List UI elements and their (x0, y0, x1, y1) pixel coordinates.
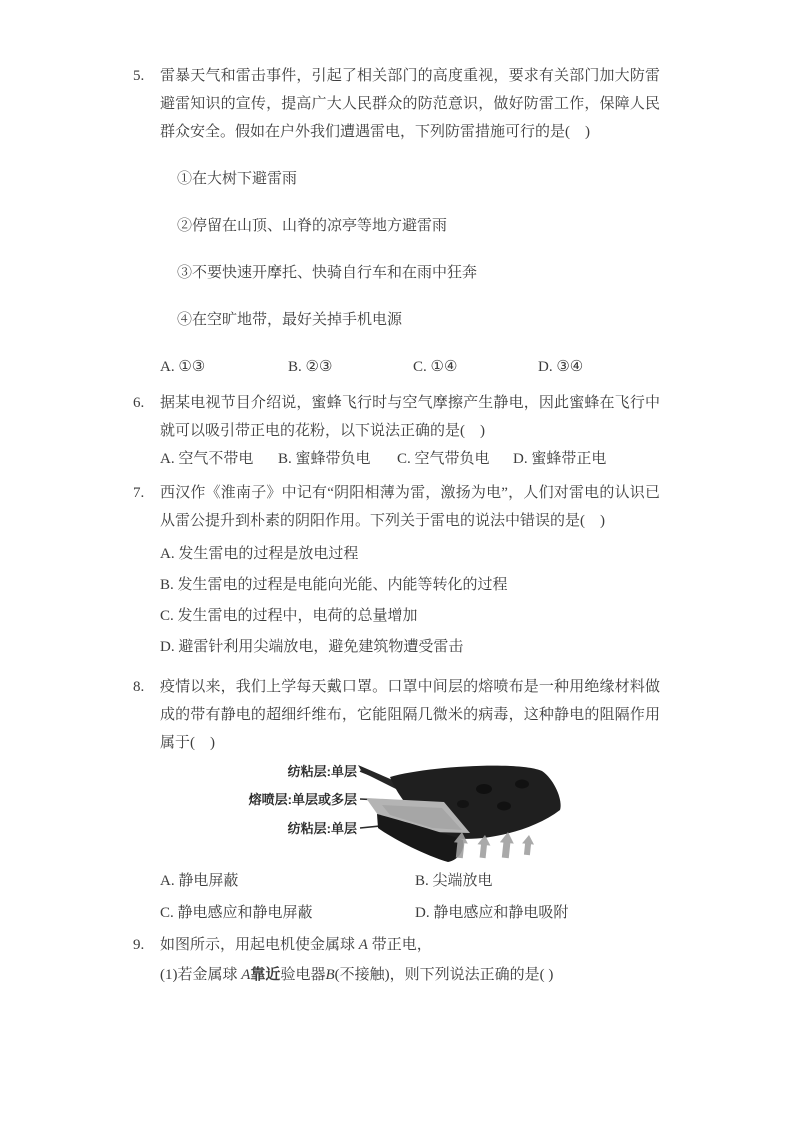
question-stem-line-1 (160, 931, 660, 959)
variable-a: A (358, 937, 368, 953)
choice-c: C. 静电感应和静电屏蔽 (160, 905, 313, 921)
choice-c: C. 发生雷电的过程中，电荷的总量增加 (160, 608, 418, 624)
question-number: 7. (133, 485, 145, 501)
choice-c: C. 空气带负电 (397, 451, 490, 467)
figure-label-spunbond-top: 纺粘层:单层 (287, 764, 357, 779)
mask-layers-diagram (232, 760, 642, 864)
question-body (160, 389, 660, 473)
choice-row (160, 867, 660, 927)
question-7 (133, 479, 660, 663)
statement-item-1: ①在大树下避雷雨 (177, 171, 298, 187)
statement-item-2: ②停留在山顶、山脊的凉亭等地方避雷雨 (177, 218, 448, 234)
statement-item-4: ④在空旷地带，最好关掉手机电源 (177, 312, 403, 328)
question-stem: 西汉作《淮南子》中记有“阴阳相薄为雷，激扬为电”，人们对雷电的认识已从雷公提升到朴素的阴阳作用。下列关于雷电的说法中错误的是( ) (160, 485, 660, 529)
question-9 (133, 931, 660, 989)
variable-a: A (241, 967, 251, 983)
choice-b: B. ②③ (288, 359, 333, 375)
question-number: 8. (133, 679, 145, 695)
question-stem: 据某电视节目介绍说，蜜蜂飞行时与空气摩擦产生静电，因此蜜蜂在飞行中就可以吸引带正电的花粉，以下说法正确的是( ) (160, 395, 660, 439)
variable-b: B (325, 967, 335, 983)
choice-d: D. ③④ (538, 359, 584, 375)
question-body (160, 479, 660, 663)
choice-d: D. 避雷针利用尖端放电，避免建筑物遭受雷击 (160, 639, 464, 655)
choice-d: D. 蜜蜂带正电 (513, 451, 607, 467)
stem-text: (1)若金属球 (160, 967, 242, 983)
statement-list (177, 165, 660, 334)
choice-row (160, 353, 660, 381)
option-list (160, 539, 660, 663)
question-8 (133, 673, 660, 927)
question-stem-line-2 (160, 961, 660, 989)
choice-row (160, 445, 660, 473)
question-5 (133, 62, 660, 381)
question-number: 9. (133, 937, 145, 953)
question-number: 5. (133, 68, 145, 84)
choice-b: B. 发生雷电的过程是电能向光能、内能等转化的过程 (160, 577, 508, 593)
question-body (160, 673, 660, 927)
choice-a: A. 空气不带电 (160, 451, 254, 467)
question-body (160, 62, 660, 381)
choice-c: C. ①④ (413, 359, 458, 375)
question-stem: 疫情以来，我们上学每天戴口罩。口罩中间层的熔喷布是一种用绝缘材料做成的带有静电的超细纤维布，它能阻隔几微米的病毒，这种静电的阻隔作用属于( ) (160, 679, 660, 751)
choice-b: B. 蜜蜂带负电 (278, 451, 371, 467)
choice-a: A. 静电屏蔽 (160, 873, 239, 889)
mask-illustration (232, 760, 642, 864)
emphasis-text: 靠近 (250, 967, 281, 983)
figure-label-meltblown: 熔喷层:单层或多层 (248, 792, 357, 807)
choice-a: A. ①③ (160, 359, 206, 375)
choice-b: B. 尖端放电 (415, 873, 493, 889)
stem-text: (不接触)，则下列说法正确的是( ) (334, 967, 554, 983)
worksheet-content (133, 62, 660, 989)
stem-text: 如图所示，用起电机使金属球 (160, 937, 359, 953)
stem-text: 带正电， (367, 937, 432, 953)
statement-item-3: ③不要快速开摩托、快骑自行车和在雨中狂奔 (177, 265, 478, 281)
question-number: 6. (133, 395, 145, 411)
choice-a: A. 发生雷电的过程是放电过程 (160, 546, 359, 562)
stem-text: 验电器 (280, 967, 326, 983)
question-6 (133, 389, 660, 473)
question-body (160, 931, 660, 989)
question-stem: 雷暴天气和雷击事件，引起了相关部门的高度重视，要求有关部门加大防雷避雷知识的宣传，提高广大人民群众的防范意识，做好防雷工作，保障人民群众安全。假如在户外我们遭遇雷电，下列防雷措施可行的是( ) (160, 68, 660, 140)
figure-label-spunbond-bottom: 纺粘层:单层 (287, 821, 357, 836)
choice-d: D. 静电感应和静电吸附 (415, 905, 569, 921)
